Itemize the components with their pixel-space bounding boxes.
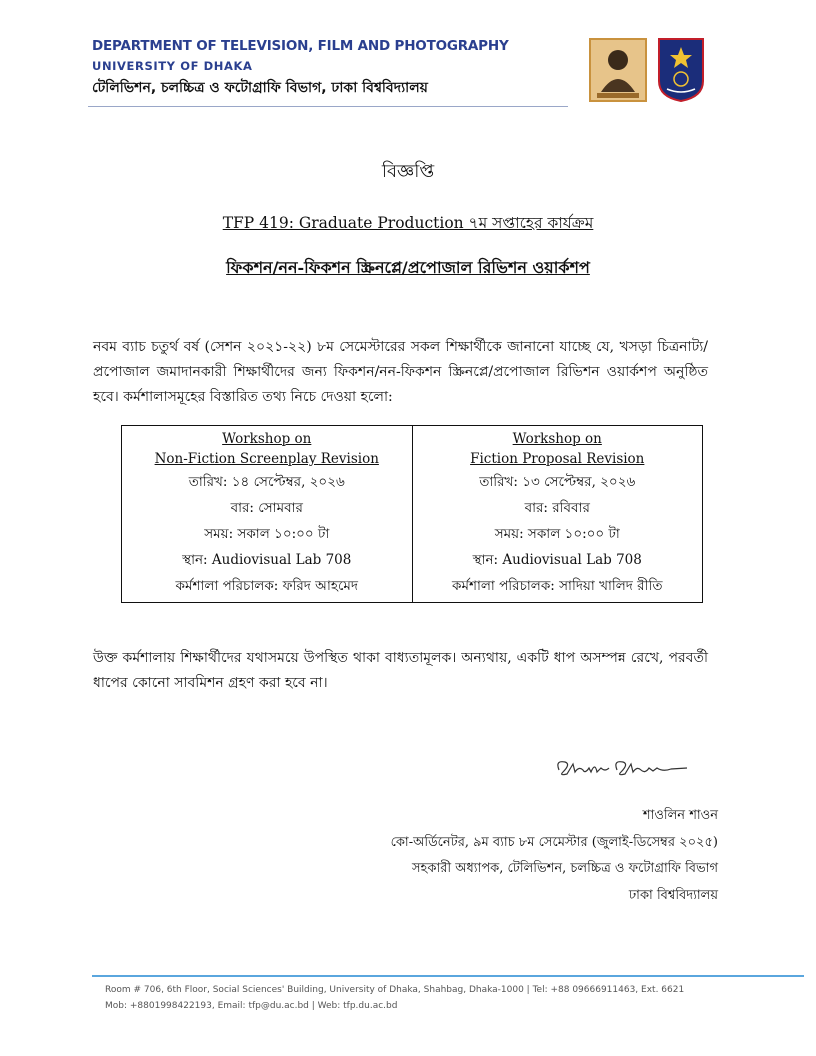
signatory-institution: ঢাকা বিশ্ববিদ্যালয়	[628, 887, 718, 903]
workshop-title: ফিকশন/নন-ফিকশন স্ক্রিনপ্লে/প্রপোজাল রিভিশন ওয়ার্কশপ	[226, 258, 590, 277]
workshop-table	[121, 425, 703, 603]
attendance-paragraph: উক্ত কর্মশালায় শিক্ষার্থীদের যথাসময়ে উপস্থিত থাকা বাধ্যতামূলক। অন্যথায়, একটি ধাপ অসম্পন্ন রেখে, পরবর্তী ধাপের কোনো সাবমিশন গ্রহণ করা হবে না।	[93, 650, 708, 691]
department-name-bn: টেলিভিশন, চলচ্চিত্র ও ফটোগ্রাফি বিভাগ, ঢাকা বিশ্ববিদ্যালয়	[92, 80, 428, 96]
workshop-time: সময়: সকাল ১০:০০ টা	[494, 526, 620, 542]
footer-divider	[92, 975, 804, 977]
workshop-time: সময়: সকাল ১০:০০ টা	[204, 526, 330, 542]
workshop-heading: Workshop on	[222, 431, 312, 447]
workshop-day: বার: রবিবার	[524, 500, 590, 516]
workshop-cell-fiction	[412, 426, 703, 602]
workshop-subject: Fiction Proposal Revision	[470, 451, 645, 467]
signatory-name: শাওলিন শাওন	[642, 808, 718, 823]
workshop-date: তারিখ: ১৩ সেপ্টেম্বর, ২০২৬	[479, 474, 636, 490]
notice-title: বিজ্ঞপ্তি	[381, 161, 435, 182]
workshop-day: বার: সোমবার	[230, 500, 303, 516]
handwritten-signature	[553, 750, 693, 780]
workshop-date: তারিখ: ১৪ সেপ্টেম্বর, ২০২৬	[188, 474, 345, 490]
signatory-block	[391, 803, 718, 909]
workshop-facilitator: কর্মশালা পরিচালক: ফরিদ আহমেদ	[175, 578, 358, 594]
workshop-cell-nonfiction	[122, 426, 412, 602]
course-line: TFP 419: Graduate Production ৭ম সপ্তাহের কার্যক্রম	[222, 214, 594, 232]
footer-contact: Mob: +8801998422193, Email: tfp@du.ac.bd | Web: tfp.du.ac.bd	[105, 1001, 398, 1011]
department-name-en: DEPARTMENT OF TELEVISION, FILM AND PHOTOGRAPHY	[92, 38, 509, 54]
workshop-heading: Workshop on	[512, 431, 602, 447]
workshop-facilitator: কর্মশালা পরিচালক: সাদিয়া খালিদ রীতি	[452, 578, 663, 594]
university-seal-icon	[657, 37, 705, 103]
portrait-logo-icon	[589, 38, 647, 102]
workshop-venue: স্থান: Audiovisual Lab 708	[472, 552, 642, 568]
footer-address: Room # 706, 6th Floor, Social Sciences' Building, University of Dhaka, Shahbag, Dhaka-1000 | Tel: +88 09666911463, Ext. 6621	[105, 985, 685, 995]
signatory-designation: সহকারী অধ্যাপক, টেলিভিশন, চলচ্চিত্র ও ফটোগ্রাফি বিভাগ	[411, 861, 718, 876]
header-divider	[88, 106, 568, 107]
signatory-role: কো-অর্ডিনেটর, ৯ম ব্যাচ ৮ম সেমেস্টার (জুলাই-ডিসেম্বর ২০২৫)	[390, 834, 718, 850]
workshop-venue: স্থান: Audiovisual Lab 708	[182, 552, 352, 568]
workshop-subject: Non-Fiction Screenplay Revision	[154, 451, 379, 467]
university-name-en: UNIVERSITY OF DHAKA	[92, 59, 253, 73]
intro-paragraph: নবম ব্যাচ চতুর্থ বর্ষ (সেশন ২০২১-২২) ৮ম সেমেস্টারের সকল শিক্ষার্থীকে জানানো যাচ্ছে যে, খসড়া চিত্রনাট্য/প্রপোজাল জমাদানকারী শিক্ষার্থীদের জন্য ফিকশন/নন-ফিকশন স্ক্রিনপ্লে/প্রপোজাল রিভিশন ওয়ার্কশপ অনুষ্ঠিত হবে। কর্মশালাসমূহের বিস্তারিত তথ্য নিচে দেওয়া হলো:	[93, 339, 708, 405]
